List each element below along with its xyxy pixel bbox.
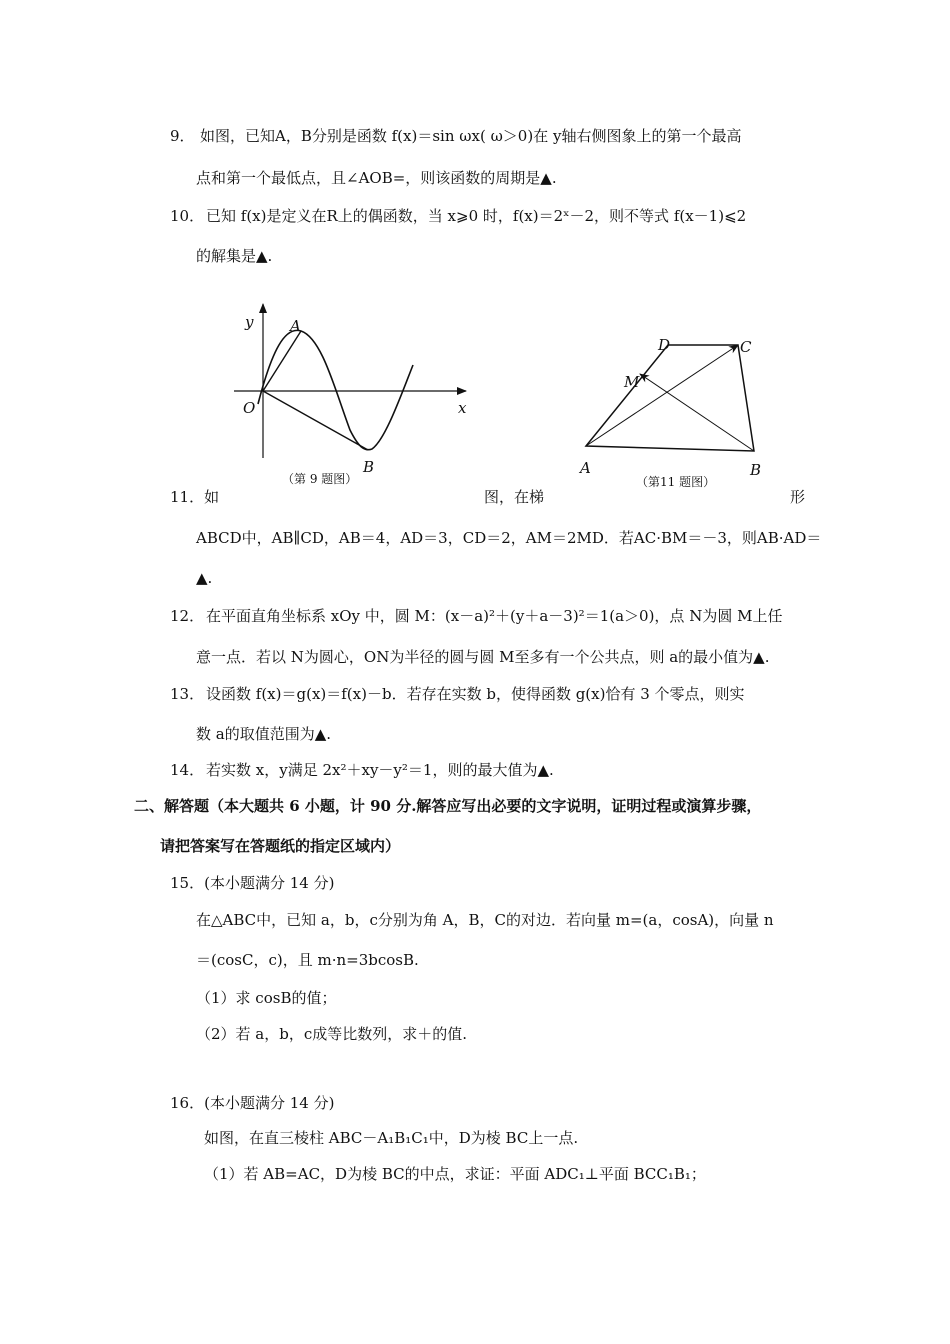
vector-AC <box>586 345 738 446</box>
section2-heading: 二、解答题（本大题共 6 小题，计 90 分.解答应写出必要的文字说明，证明过程或演算步骤， <box>134 797 762 815</box>
fig9-label-b: B <box>363 458 375 476</box>
fig9-label-x: x <box>458 399 467 417</box>
fig11-label-a: A <box>580 459 591 477</box>
q9-number: 9． <box>170 127 195 145</box>
q14-text-line1: 若实数 x，y满足 2x²＋xy－y²＝1，则的最大值为▲. <box>206 761 554 779</box>
fig11-caption: （第11 题图） <box>636 475 716 489</box>
section2-heading-line2: 请把答案写在答题纸的指定区域内） <box>160 837 401 855</box>
q15-text-line1: 在△ABC中，已知 a，b，c分别为角 A，B，C的对边．若向量 m=(a，cosA)，向量 n <box>196 911 774 929</box>
fig11-label-d: D <box>658 336 671 354</box>
q11-text-mid: 图，在梯 <box>484 488 545 506</box>
fig11-label-c: C <box>740 338 752 356</box>
q12-number: 12． <box>170 607 205 625</box>
q14-number: 14． <box>170 761 205 779</box>
q11-text-line3: ▲. <box>196 569 213 587</box>
q15-text-line2: ＝(cosC，c)，且 m·n=3bcosB. <box>196 951 419 969</box>
q11-number: 11．如 <box>170 488 220 506</box>
vector-BM <box>640 374 754 451</box>
fig11-label-m: M <box>624 373 640 391</box>
q16-text-line1: 如图，在直三棱柱 ABC－A₁B₁C₁中，D为棱 BC上一点. <box>204 1129 579 1147</box>
q13-number: 13． <box>170 685 205 703</box>
q9-text-line2: 点和第一个最低点，且∠AOB=，则该函数的周期是▲. <box>196 169 557 187</box>
q12-text-line1: 在平面直角坐标系 xOy 中，圆 M：(x－a)²＋(y＋a－3)²＝1(a＞0)，点 N为圆 M上任 <box>206 607 783 625</box>
q10-text-line1: 已知 f(x)是定义在R上的偶函数，当 x⩾0 时，f(x)＝2ˣ－2，则不等式 f(x－1)⩽2 <box>206 207 747 225</box>
q13-text-line2: 数 a的取值范围为▲. <box>196 725 332 743</box>
fig9-label-o: O <box>243 399 256 417</box>
q9-text-line1: 如图，已知A，B分别是函数 f(x)＝sin ωx( ω＞0)在 y轴右侧图象上的第一个最高 <box>200 127 742 145</box>
q15-part2: （2）若 a，b，c成等比数列，求＋的值. <box>196 1025 468 1043</box>
trapezoid-outline <box>586 345 754 451</box>
q10-text-line2: 的解集是▲. <box>196 247 273 265</box>
fig9-label-a: A <box>290 317 301 335</box>
q15-heading: 15．(本小题满分 14 分) <box>170 874 335 892</box>
fig11-label-b: B <box>750 461 762 479</box>
q12-text-line2: 意一点．若以 N为圆心，ON为半径的圆与圆 M至多有一个公共点，则 a的最小值为▲. <box>196 648 770 666</box>
q15-part1: （1）求 cosB的值； <box>196 989 337 1007</box>
fig9-label-y: y <box>245 313 254 331</box>
q10-number: 10． <box>170 207 205 225</box>
q13-text-line1: 设函数 f(x)＝g(x)＝f(x)－b．若存在实数 b，使得函数 g(x)恰有 3 个零点，则实 <box>206 685 745 703</box>
q11-text-line2: ABCD中，AB∥CD，AB＝4，AD＝3，CD＝2，AM＝2MD．若AC·BM＝－3，则AB·AD＝ <box>196 529 822 547</box>
q11-text-end: 形 <box>790 488 806 506</box>
q16-heading: 16．(本小题满分 14 分) <box>170 1094 335 1112</box>
q16-part1: （1）若 AB=AC，D为棱 BC的中点，求证：平面 ADC₁⊥平面 BCC₁B₁； <box>204 1165 706 1183</box>
fig9-caption: （第 9 题图） <box>282 472 358 486</box>
